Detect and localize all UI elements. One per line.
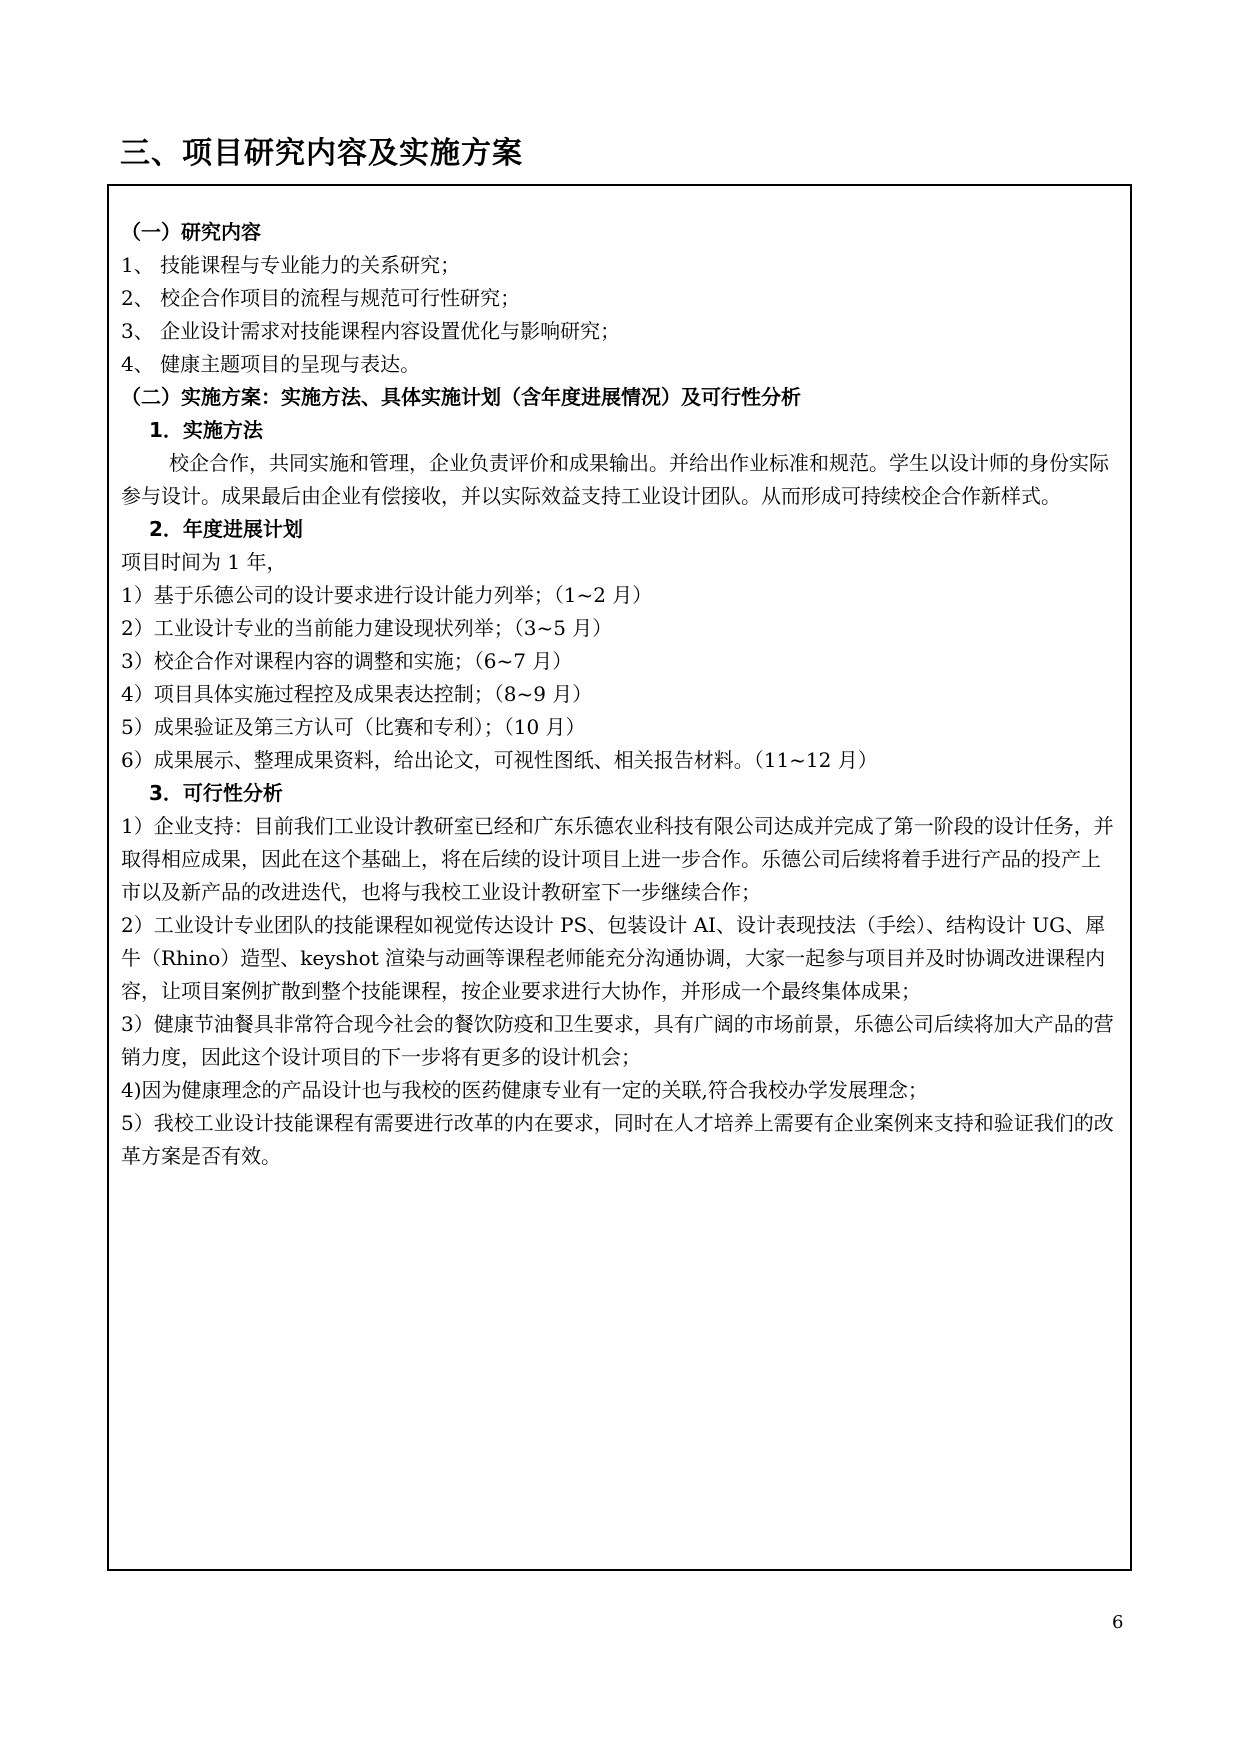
content-body	[121, 216, 1117, 1173]
research-item: 1、 技能课程与专业能力的关系研究；	[121, 253, 461, 277]
plan-intro: 项目时间为 1 年，	[121, 550, 287, 574]
plan-item: 5）成果验证及第三方认可（比赛和专利）；（10 月）	[121, 715, 586, 739]
research-content-heading: （一）研究内容	[121, 220, 261, 244]
plan-item: 3）校企合作对课程内容的调整和实施；（6~7 月）	[121, 649, 573, 673]
plan-item: 6）成果展示、整理成果资料，给出论文，可视性图纸、相关报告材料。（11~12 月）	[121, 748, 878, 772]
plan-item: 1）基于乐德公司的设计要求进行设计能力列举；（1~2 月）	[121, 583, 653, 607]
method-heading: 1．实施方法	[149, 418, 263, 442]
feasibility-item: 5）我校工业设计技能课程有需要进行改革的内在要求，同时在人才培养上需要有企业案例来支持和验证我们的改革方案是否有效。	[121, 1111, 1114, 1168]
research-item: 2、 校企合作项目的流程与规范可行性研究；	[121, 286, 521, 310]
plan-item: 4）项目具体实施过程控及成果表达控制；（8~9 月）	[121, 682, 593, 706]
feasibility-item: 1）企业支持：目前我们工业设计教研室已经和广东乐德农业科技有限公司达成并完成了第一阶段的设计任务，并取得相应成果，因此在这个基础上，将在后续的设计项目上进一步合作。乐德公司后续将着手进行产品的投产上市以及新产品的改进迭代，也将与我校工业设计教研室下一步继续合作；	[121, 814, 1114, 904]
feasibility-item: 4)因为健康理念的产品设计也与我校的医药健康专业有一定的关联,符合我校办学发展理念；	[121, 1078, 928, 1102]
section-title: 三、项目研究内容及实施方案	[120, 136, 523, 171]
feasibility-item: 3）健康节油餐具非常符合现今社会的餐饮防疫和卫生要求，具有广阔的市场前景，乐德公司后续将加大产品的营销力度，因此这个设计项目的下一步将有更多的设计机会；	[121, 1012, 1114, 1069]
feasibility-item: 2）工业设计专业团队的技能课程如视觉传达设计 PS、包装设计 AI、设计表现技法（手绘）、结构设计 UG、犀牛（Rhino）造型、keyshot 渲染与动画等课程老师能充分沟通协调，大家一起参与项目并及时协调改进课程内容，让项目案例扩散到整个技能课程，按企业要求进行大协作，并形成一个最终集体成果；	[121, 913, 1106, 1003]
content-table-cell	[107, 184, 1132, 1571]
plan-item: 2）工业设计专业的当前能力建设现状列举；（3~5 月）	[121, 616, 613, 640]
method-text: 校企合作，共同实施和管理，企业负责评价和成果输出。并给出作业标准和规范。学生以设计师的身份实际参与设计。成果最后由企业有偿接收，并以实际效益支持工业设计团队。从而形成可持续校企合作新样式。	[121, 451, 1109, 508]
research-item: 3、 企业设计需求对技能课程内容设置优化与影响研究；	[121, 319, 621, 343]
research-item: 4、 健康主题项目的呈现与表达。	[121, 352, 421, 376]
page-number: 6	[1112, 1612, 1124, 1633]
plan-heading: 2．年度进展计划	[149, 517, 303, 541]
feasibility-heading: 3．可行性分析	[149, 781, 283, 805]
implementation-heading: （二）实施方案：实施方法、具体实施计划（含年度进展情况）及可行性分析	[121, 385, 801, 409]
